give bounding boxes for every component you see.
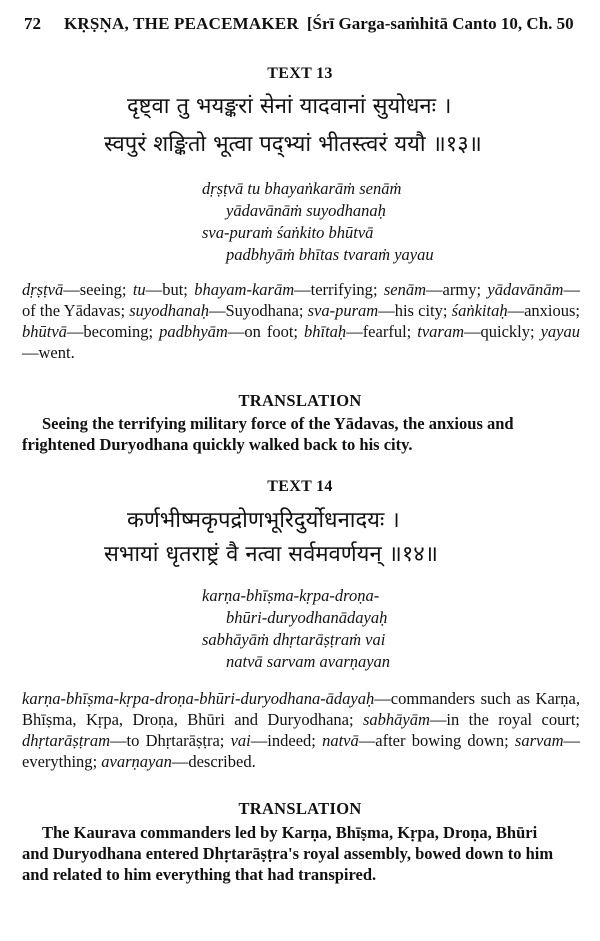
synonym-word: tu xyxy=(132,280,146,299)
transliteration-line: dṛṣṭvā tu bhayaṅkarāṁ senāṁ xyxy=(202,179,402,198)
verse-label: TEXT 14 xyxy=(267,478,333,495)
translation-paragraph xyxy=(22,822,580,885)
synonym-word: sabhāyām xyxy=(362,710,430,729)
devanagari-line: सभायां धृतराष्ट्रं वै नत्वा सर्वमवर्णयन् ॥१४॥ xyxy=(104,542,438,567)
synonym-word: karṇa-bhīṣma-kṛpa-droṇa-bhūri-duryodhana-ādayaḥ xyxy=(22,689,375,708)
synonym-meaning: on foot xyxy=(244,322,294,341)
synonym-meaning: Suyodhana xyxy=(225,301,299,320)
verse-label: TEXT 13 xyxy=(267,65,333,82)
synonym-word: avarṇayan xyxy=(101,752,172,771)
synonym-meaning: becoming xyxy=(83,322,149,341)
translation-line: and related to him everything that had transpired. xyxy=(22,865,377,884)
translation-heading: TRANSLATION xyxy=(238,799,362,818)
running-header xyxy=(24,14,584,34)
synonym-meaning: seeing xyxy=(79,280,122,299)
synonym-word: natvā xyxy=(322,731,359,750)
synonym-meaning: to Dhṛtarāṣṭra xyxy=(126,731,220,750)
translation-line: The Kaurava commanders led by Karṇa, Bhīṣma, Kṛpa, Droṇa, Bhūri xyxy=(42,823,538,842)
synonym-word: bhītaḥ xyxy=(304,322,347,341)
synonyms-paragraph: karṇa-bhīṣma-kṛpa-droṇa-bhūri-duryodhana-ādayaḥ—commanders such as Karṇa, Bhīṣma, Kṛpa, Droṇa, Bhūri and Duryodhana; sabhāyām—in the royal court; dhṛtarāṣṭram—to Dhṛtarāṣṭra; vai—indeed; natvā—after bowing down; sarvam—everything; avarṇayan—described. xyxy=(22,689,580,771)
synonym-word: yayau xyxy=(540,322,580,341)
synonym-meaning: went xyxy=(38,343,71,362)
synonym-meaning: everything xyxy=(22,752,93,771)
synonym-meaning: commanders such as Karṇa, Bhīṣma, Kṛpa, Droṇa, Bhūri and Duryodhana xyxy=(22,689,580,729)
synonym-word: sva-puram xyxy=(307,301,379,320)
synonym-meaning: his city xyxy=(394,301,443,320)
translation-line: and Duryodhana entered Dhṛtarāṣṭra's royal assembly, bowed down to him xyxy=(22,844,554,863)
synonym-word: dhṛtarāṣṭram xyxy=(22,731,111,750)
transliteration-line: sabhāyāṁ dhṛtarāṣṭraṁ vai xyxy=(202,630,386,649)
synonym-meaning: terrifying xyxy=(310,280,373,299)
synonym-meaning: indeed xyxy=(267,731,312,750)
synonym-word: vai xyxy=(230,731,251,750)
synonym-word: yādavānām xyxy=(487,280,564,299)
transliteration-line: yādavānāṁ suyodhanaḥ xyxy=(226,201,386,220)
synonym-meaning: quickly xyxy=(480,322,530,341)
synonym-word: dṛṣṭvā xyxy=(22,280,64,299)
transliteration-line: bhūri-duryodhanādayaḥ xyxy=(226,608,388,627)
translation-heading: TRANSLATION xyxy=(238,391,362,410)
devanagari-line: कर्णभीष्मकृपद्रोणभूरिदुर्योधनादयः । xyxy=(127,508,400,533)
devanagari-line: स्वपुरं शङ्कितो भूत्वा पद्भ्यां भीतस्त्वरं ययौ ॥१३॥ xyxy=(104,132,482,157)
book-title: KṚṢṆA, THE PEACEMAKER xyxy=(64,14,299,33)
transliteration-line: natvā sarvam avarṇayan xyxy=(226,652,391,671)
synonym-meaning: fearful xyxy=(362,322,407,341)
translation-line: Seeing the terrifying military force of the Yādavas, the anxious and xyxy=(42,414,514,433)
synonym-word: senām xyxy=(383,280,427,299)
synonyms-paragraph: dṛṣṭvā—seeing; tu—but; bhayam-karām—terrifying; senām—army; yādavānām—of the Yādavas; suyodhanaḥ—Suyodhana; sva-puram—his city; śaṅkitaḥ—anxious; bhūtvā—becoming; padbhyām—on foot; bhītaḥ—fearful; tvaram—quickly; yayau—went. xyxy=(22,280,581,362)
synonym-word: suyodhanaḥ xyxy=(129,301,209,320)
synonym-meaning: described xyxy=(188,752,252,771)
source-reference: [Śrī Garga-saṁhitā Canto 10, Ch. 50 xyxy=(306,14,574,33)
transliteration-line: padbhyāṁ bhītas tvaraṁ yayau xyxy=(226,245,434,264)
devanagari-line: दृष्ट्वा तु भयङ्करां सेनां यादवानां सुयोधनः । xyxy=(127,94,452,119)
synonym-word: tvaram xyxy=(417,322,464,341)
translation-line: frightened Duryodhana quickly walked back to his city. xyxy=(22,435,413,454)
synonym-word: bhayam-karām xyxy=(194,280,295,299)
synonym-meaning: of the Yādavas xyxy=(22,301,121,320)
synonym-word: śaṅkitaḥ xyxy=(451,301,508,320)
translation-paragraph xyxy=(22,413,580,455)
synonym-word: sarvam xyxy=(514,731,564,750)
synonym-meaning: army xyxy=(442,280,477,299)
page-number: 72 xyxy=(24,14,41,33)
transliteration-line: sva-puraṁ śaṅkito bhūtvā xyxy=(202,223,374,242)
synonym-word: padbhyām xyxy=(159,322,228,341)
synonym-word: bhūtvā xyxy=(22,322,67,341)
synonym-meaning: in the royal court xyxy=(446,710,576,729)
transliteration-line: karṇa-bhīṣma-kṛpa-droṇa- xyxy=(202,586,380,605)
synonym-meaning: after bowing down xyxy=(375,731,505,750)
synonym-meaning: anxious xyxy=(524,301,576,320)
synonym-meaning: but xyxy=(162,280,184,299)
